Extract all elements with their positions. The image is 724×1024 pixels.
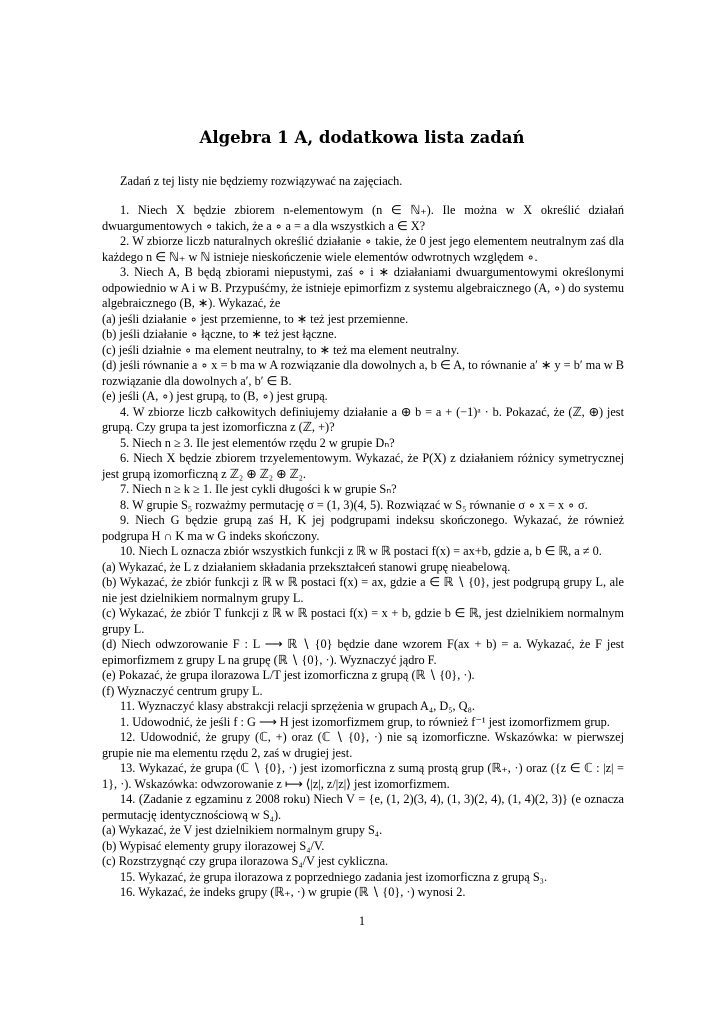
problem-14b: (b) Wypisać elementy grupy ilorazowej S₄/V.: [102, 838, 325, 853]
problem-3b: (b) jeśli działanie ∘ łączne, to ∗ też jest łączne.: [102, 327, 337, 341]
problem-12: 12. Udowodnić, że grupy (ℂ, +) oraz (ℂ ∖ {0}, ·) nie są izomorficzne. Wskazówka: w pierwszej grupie nie ma elementu rzędu 2, zaś w drugiej jest.: [102, 730, 624, 760]
problem-6: 6. Niech X będzie zbiorem trzyelementowym. Wykazać, że P(X) z działaniem różnicy symetrycznej jest grupą izomorficzną z ℤ₂ ⊕ ℤ₂ ⊕ ℤ₂.: [102, 451, 624, 481]
problem-15: 15. Wykazać, że grupa ilorazowa z poprzedniego zadania jest izomorficzna z grupą S₃.: [120, 869, 548, 884]
problem-3: 3. Niech A, B będą zbiorami niepustymi, zaś ∘ i ∗ działaniami dwuargumentowymi określonymi odpowiednio w A i w B. Przypuśćmy, że istnieje epimorfizm z systemu algebraicznego (A, ∘) do systemu algebraicznego (B, ∗). Wykazać, że: [102, 265, 624, 310]
problem-3e: (e) jeśli (A, ∘) jest grupą, to (B, ∘) jest grupą.: [102, 389, 328, 403]
document-title: Algebra 1 A, dodatkowa lista zadań: [199, 128, 525, 147]
problem-10: 10. Niech L oznacza zbiór wszystkich funkcji z ℝ w ℝ postaci f(x) = ax+b, gdzie a, b ∈ ℝ, a ≠ 0.: [120, 544, 602, 558]
problem-13: 13. Wykazać, że grupa (ℂ ∖ {0}, ·) jest izomorficzna z sumą prostą grup (ℝ₊, ·) oraz ({z ∈ ℂ : |z| = 1}, ·). Wskazówka: odwzorowanie z ⟼ ⟨|z|, z/|z|⟩ jest izomorfizmem.: [102, 761, 624, 791]
problem-list: [102, 203, 624, 901]
problem-4: 4. W zbiorze liczb całkowitych definiujemy działanie a ⊕ b = a + (−1)ᵃ · b. Pokazać, że (ℤ, ⊕) jest grupą. Czy grupa ta jest izomorficzna z (ℤ, +)?: [102, 404, 624, 434]
page-number: 1: [358, 914, 366, 928]
problem-10c: (c) Wykazać, że zbiór T funkcji z ℝ w ℝ postaci f(x) = x + b, gdzie b ∈ ℝ, jest dzielnikiem normalnym grupy L.: [102, 606, 624, 636]
problem-16: 16. Wykazać, że indeks grupy (ℝ₊, ·) w grupie (ℝ ∖ {0}, ·) wynosi 2.: [120, 885, 466, 899]
problem-14c: (c) Rozstrzygnąć czy grupa ilorazowa S₄/V jest cykliczna.: [102, 854, 389, 868]
problem-14a: (a) Wykazać, że V jest dzielnikiem normalnym grupy S₄.: [102, 823, 383, 837]
problem-10d: (d) Niech odwzorowanie F : L ⟶ ℝ ∖ {0} będzie dane wzorem F(ax + b) = a. Wykazać, że F jest epimorfizmem z grupy L na grupę (ℝ ∖ {0}, ·). Wyznaczyć jądro F.: [102, 637, 624, 667]
intro-text: Zadań z tej listy nie będziemy rozwiązywać na zajęciach.: [120, 174, 403, 188]
problem-2: 2. W zbiorze liczb naturalnych określić działanie ∘ takie, że 0 jest jego elementem neutralnym zaś dla każdego n ∈ ℕ₊ w ℕ istnieje nieskończenie wiele elementów odwrotnych względem ∘.: [102, 234, 624, 264]
problem-14: 14. (Zadanie z egzaminu z 2008 roku) Niech V = {e, (1, 2)(3, 4), (1, 3)(2, 4), (1, 4)(2, 3)} (e oznacza permutację identycznościową w S₄).: [102, 792, 624, 822]
problem-5: 5. Niech n ≥ 3. Ile jest elementów rzędu 2 w grupie Dₙ?: [120, 435, 395, 450]
problem-8: 8. W grupie S₅ rozważmy permutację σ = (1, 3)(4, 5). Rozwiązać w S₅ równanie σ ∘ x = x ∘ σ.: [120, 497, 588, 512]
problem-10f: (f) Wyznaczyć centrum grupy L.: [102, 683, 263, 698]
problem-10b: (b) Wykazać, że zbiór funkcji z ℝ w ℝ postaci f(x) = ax, gdzie a ∈ ℝ ∖ {0}, jest podgrupą grupy L, ale nie jest dzielnikiem normalnym grupy L.: [102, 575, 624, 605]
problem-1: 1. Niech X będzie zbiorem n-elementowym (n ∈ ℕ₊). Ile można w X określić działań dwuargumentowych ∘ takich, że a ∘ a = a dla wszystkich a ∈ X?: [102, 203, 624, 233]
problem-3d: (d) jeśli równanie a ∘ x = b ma w A rozwiązanie dla dowolnych a, b ∈ A, to równanie a′ ∗ y = b′ ma w B rozwiązanie dla dowolnych a′, b′ ∈ B.: [102, 358, 624, 388]
problem-7: 7. Niech n ≥ k ≥ 1. Ile jest cykli długości k w grupie Sₙ?: [120, 482, 397, 496]
problem-1b: 1. Udowodnić, że jeśli f : G ⟶ H jest izomorfizmem grup, to również f⁻¹ jest izomorfizmem grup.: [120, 714, 610, 729]
problem-9: 9. Niech G będzie grupą zaś H, K jej podgrupami indeksu skończonego. Wykazać, że również podgrupa H ∩ K ma w G indeks skończony.: [102, 513, 624, 543]
problem-11: 11. Wyznaczyć klasy abstrakcji relacji sprzężenia w grupach A₄, D₅, Q₈.: [120, 699, 475, 713]
problem-3a: (a) jeśli działanie ∘ jest przemienne, to ∗ też jest przemienne.: [102, 311, 409, 326]
problem-3c: (c) jeśli działnie ∘ ma element neutralny, to ∗ też ma element neutralny.: [102, 342, 460, 357]
problem-10a: (a) Wykazać, że L z działaniem składania przekształceń stanowi grupę nieabelową.: [102, 559, 511, 574]
problem-10e: (e) Pokazać, że grupa ilorazowa L/T jest izomorficzna z grupą (ℝ ∖ {0}, ·).: [102, 668, 475, 682]
